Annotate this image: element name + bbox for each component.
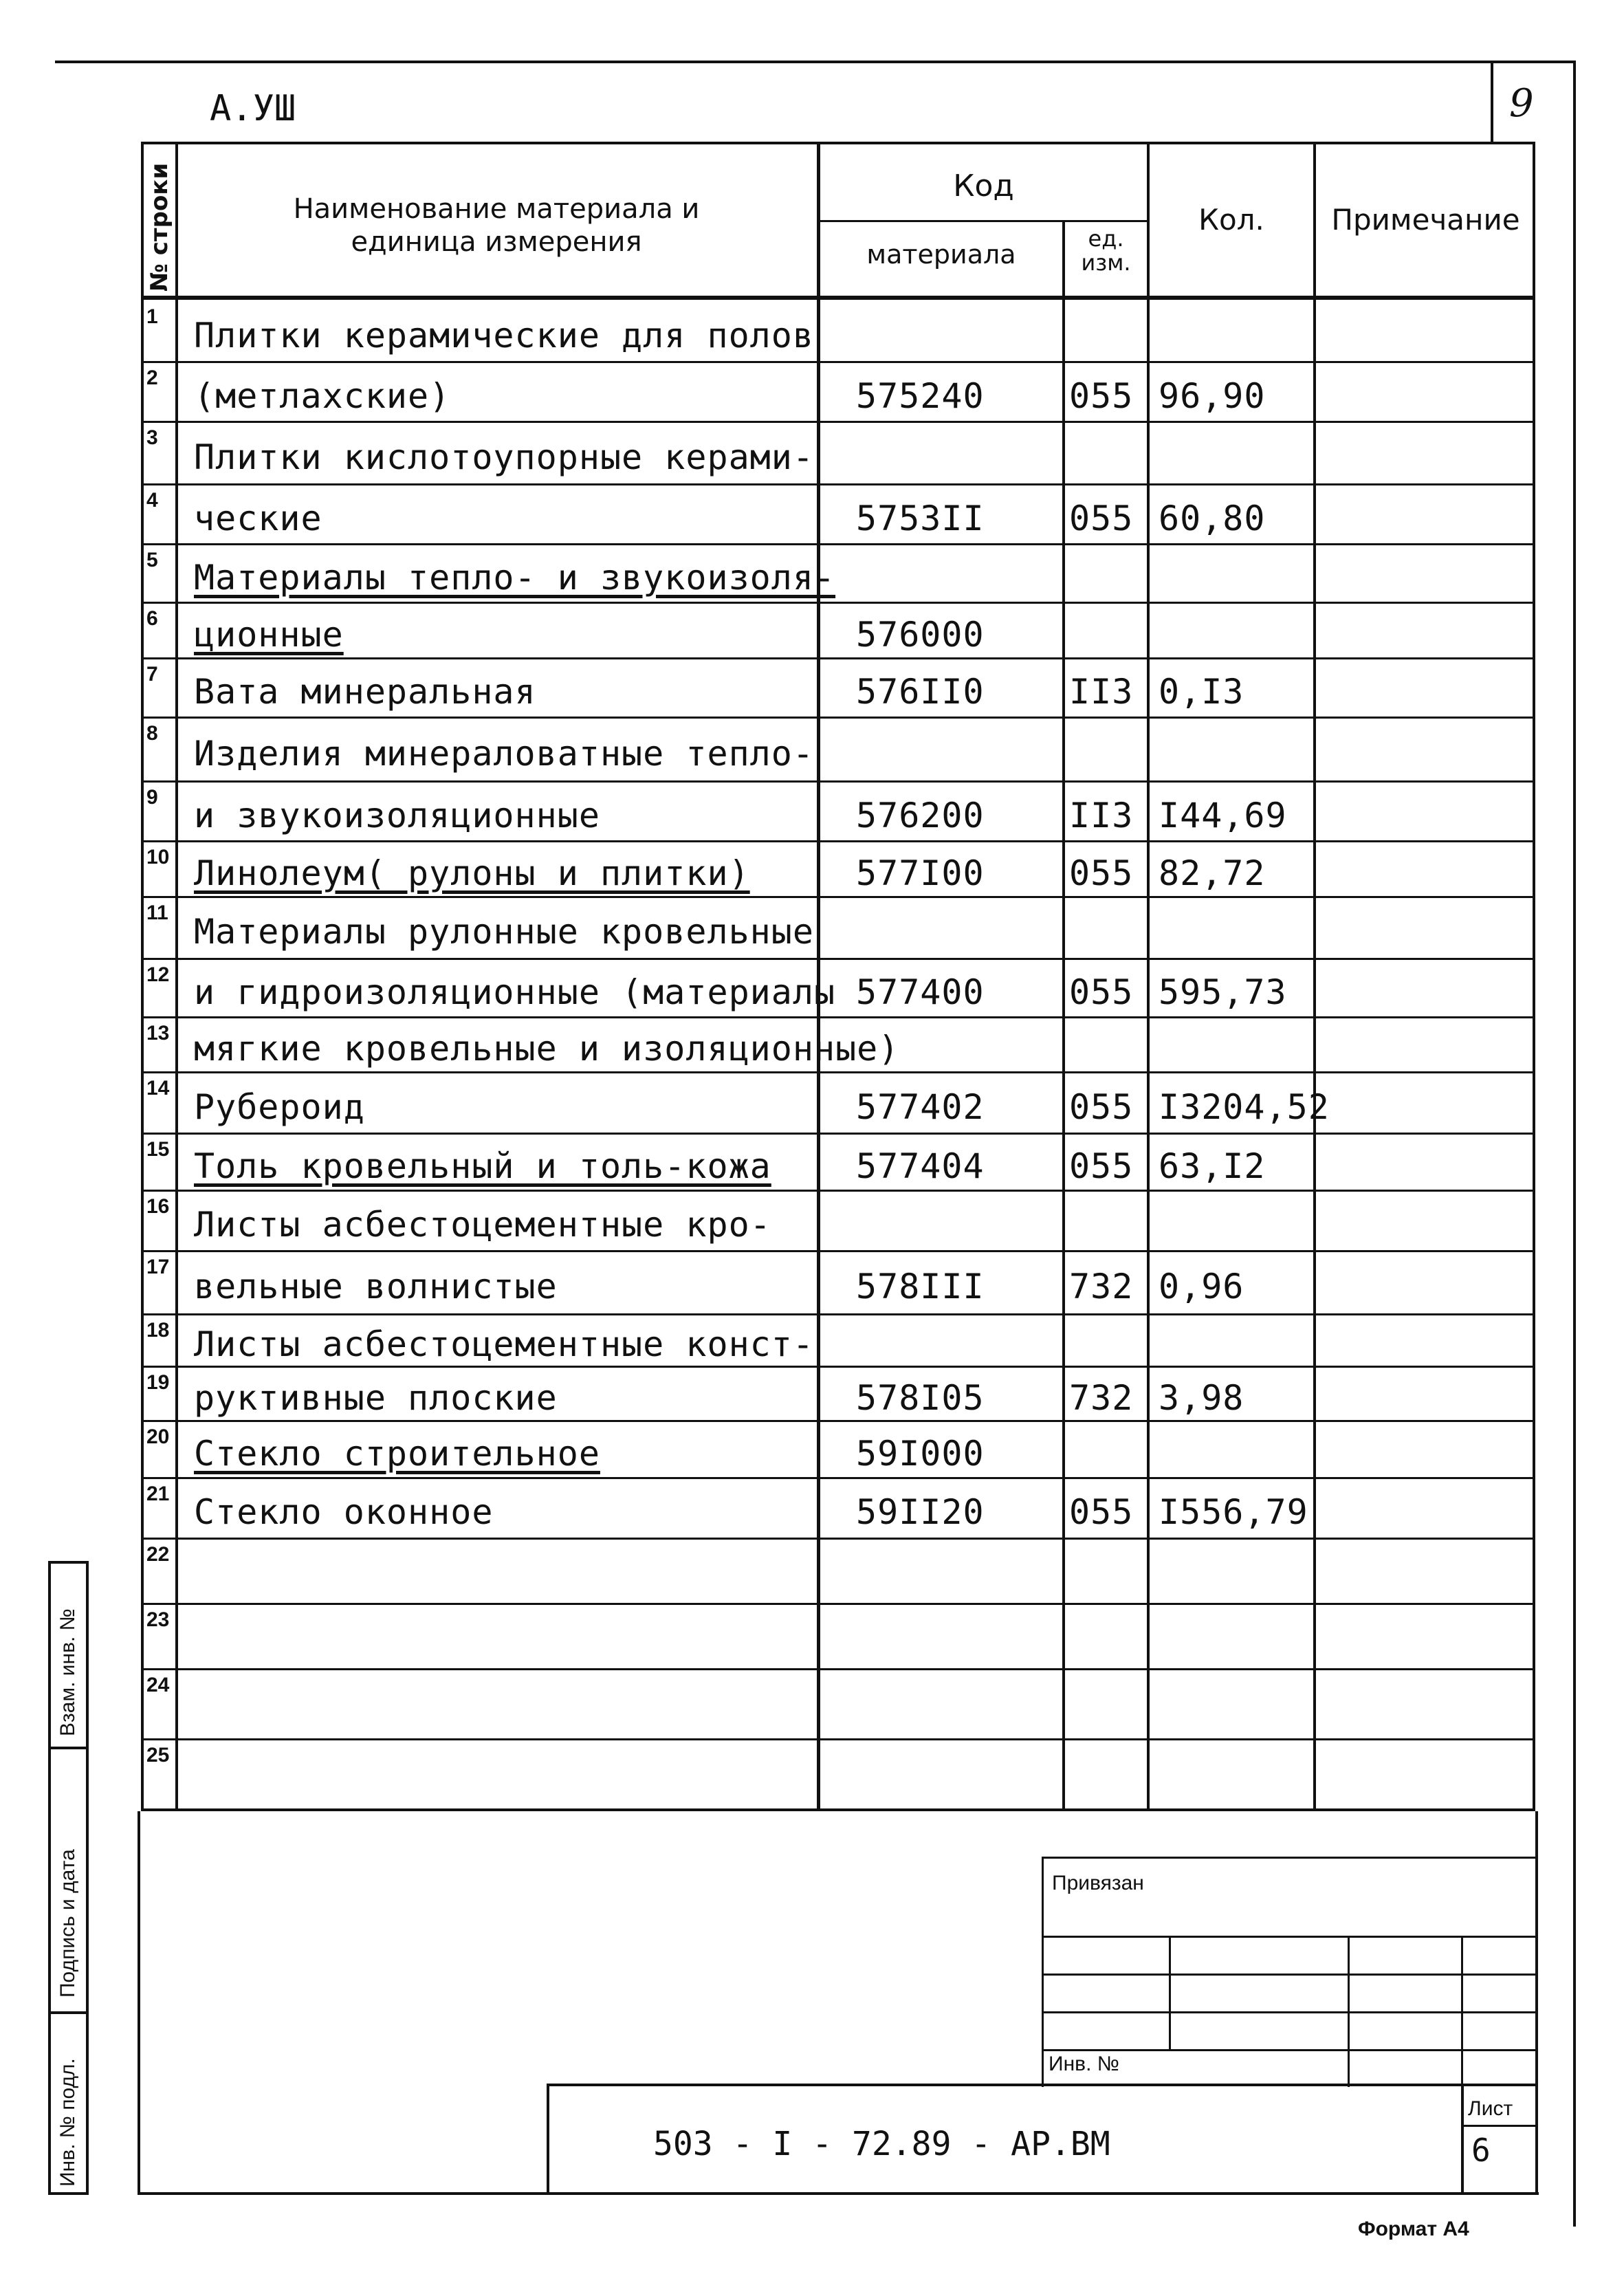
- row-number: 9: [146, 786, 158, 809]
- material-code: 575240: [856, 375, 985, 416]
- side-strip-left: [48, 1561, 51, 2194]
- material-name: Толь кровельный и толь-кожа: [194, 1146, 771, 1186]
- material-code: 5753II: [856, 498, 985, 538]
- header-code: Код: [953, 168, 1014, 204]
- row-divider: [141, 483, 1535, 485]
- header-qty: Кол.: [1198, 203, 1264, 237]
- material-name: Вата минеральная: [194, 672, 536, 712]
- material-code: 577402: [856, 1086, 985, 1127]
- quantity: 82,72: [1159, 853, 1266, 893]
- format-label: Формат А4: [1358, 2218, 1469, 2240]
- material-name: Стекло оконное: [194, 1492, 494, 1532]
- unit-code: II3: [1069, 672, 1134, 712]
- material-name: мягкие кровельные и изоляционные): [194, 1029, 900, 1069]
- row-divider: [141, 1420, 1535, 1422]
- material-name: Плитки керамические для полов: [194, 315, 814, 356]
- row-number: 10: [146, 846, 170, 868]
- quantity: 63,I2: [1159, 1146, 1266, 1186]
- unit-code: 055: [1069, 375, 1134, 416]
- stamp-sheet-divider: [1461, 2084, 1464, 2194]
- row-number: 6: [146, 607, 158, 630]
- side-strip-bottom: [48, 2192, 89, 2195]
- row-number: 23: [146, 1608, 170, 1631]
- material-name: Материалы рулонные кровельные: [194, 912, 814, 952]
- material-name: Стекло строительное: [194, 1433, 600, 1474]
- unit-code: 055: [1069, 1146, 1134, 1186]
- material-code: 577I00: [856, 853, 985, 893]
- row-divider: [141, 717, 1535, 719]
- row-divider: [141, 1133, 1535, 1135]
- row-divider: [141, 1071, 1535, 1073]
- right-border: [1573, 61, 1576, 2227]
- row-number: 12: [146, 963, 170, 986]
- side-label-inv-podl: Инв. № подл.: [56, 2058, 79, 2187]
- material-code: 576000: [856, 614, 985, 655]
- material-name: ционные: [194, 614, 344, 655]
- row-number: 22: [146, 1543, 170, 1566]
- unit-code: 055: [1069, 498, 1134, 538]
- material-name: (метлахские): [194, 375, 451, 416]
- row-divider: [141, 602, 1535, 604]
- row-number: 11: [146, 901, 168, 924]
- material-code: 59II20: [856, 1492, 985, 1532]
- row-number: 1: [146, 305, 158, 328]
- sheet-code: А.УШ: [210, 88, 296, 129]
- side-strip-div-1: [48, 1747, 89, 1749]
- row-number: 13: [146, 1022, 170, 1045]
- quantity: 96,90: [1159, 375, 1266, 416]
- row-divider: [141, 1668, 1535, 1670]
- top-border: [55, 61, 1574, 63]
- row-divider: [141, 1603, 1535, 1605]
- header-name-line-1: Наименование материала и: [293, 193, 700, 225]
- material-name: и звукоизоляционные: [194, 795, 600, 835]
- stamp-vline-3: [1461, 1936, 1463, 2087]
- row-number: 25: [146, 1744, 170, 1767]
- row-number: 14: [146, 1077, 170, 1100]
- unit-code: 732: [1069, 1377, 1134, 1418]
- row-divider: [141, 1016, 1535, 1018]
- material-code: 576II0: [856, 672, 985, 712]
- side-strip-right: [86, 1561, 89, 2194]
- row-divider: [141, 543, 1535, 545]
- stamp-vline-2: [1348, 1936, 1350, 2087]
- quantity: I3204,52: [1159, 1086, 1330, 1127]
- material-name: Плитки кислотоупорные керами-: [194, 437, 814, 477]
- row-divider: [141, 1366, 1535, 1368]
- side-label-vzam: Взам. инв. №: [56, 1608, 79, 1736]
- row-divider: [141, 840, 1535, 842]
- material-name: Листы асбестоцементные кро-: [194, 1205, 771, 1245]
- row-number: 18: [146, 1319, 170, 1342]
- row-number: 20: [146, 1425, 170, 1448]
- material-name: Рубероид: [194, 1086, 365, 1127]
- row-number: 15: [146, 1138, 170, 1161]
- unit-code: 055: [1069, 1086, 1134, 1127]
- stamp-vline-1: [1169, 1936, 1171, 2049]
- header-note: Примечание: [1331, 203, 1520, 237]
- row-number: 2: [146, 367, 158, 389]
- quantity: 0,I3: [1159, 672, 1244, 712]
- col-line-code: [1062, 220, 1065, 1811]
- row-number: 19: [146, 1371, 170, 1394]
- row-divider: [141, 896, 1535, 898]
- document-code: 503 - I - 72.89 - АР.ВМ: [653, 2125, 1110, 2163]
- table-header-divider: [141, 296, 1535, 300]
- quantity: I44,69: [1159, 795, 1287, 835]
- material-name: Линолеум( рулоны и плитки): [194, 853, 750, 893]
- unit-code: 732: [1069, 1267, 1134, 1307]
- material-code: 578I05: [856, 1377, 985, 1418]
- material-name: Листы асбестоцементные конст-: [194, 1324, 814, 1364]
- row-number: 5: [146, 549, 158, 571]
- row-divider: [141, 421, 1535, 423]
- header-code-unit: [1065, 227, 1147, 275]
- header-code-unit-line-2: изм.: [1081, 250, 1131, 276]
- col-line-rowno: [175, 142, 178, 1811]
- row-number: 24: [146, 1674, 170, 1696]
- unit-code: 055: [1069, 1492, 1134, 1532]
- stamp-sheet-label: Лист: [1468, 2097, 1513, 2120]
- material-code: 59I000: [856, 1433, 985, 1474]
- row-divider: [141, 1313, 1535, 1315]
- stamp-privyazan-label: Привязан: [1052, 1872, 1144, 1894]
- unit-code: 055: [1069, 972, 1134, 1012]
- material-code: 576200: [856, 795, 985, 835]
- header-name-line-2: единица измерения: [351, 226, 642, 258]
- frame-left: [138, 1811, 140, 2194]
- row-divider: [141, 1190, 1535, 1192]
- material-name: ческие: [194, 498, 322, 538]
- header-name: [180, 193, 813, 259]
- side-label-podpis: Подпись и дата: [56, 1849, 79, 1998]
- material-name: Изделия минераловатные тепло-: [194, 733, 814, 774]
- row-divider: [141, 1738, 1535, 1740]
- row-divider: [141, 958, 1535, 960]
- side-strip-div-2: [48, 2011, 89, 2014]
- row-divider: [141, 1538, 1535, 1540]
- quantity: 3,98: [1159, 1377, 1244, 1418]
- side-strip-top: [48, 1561, 89, 1564]
- stamp-sheet-number: 6: [1471, 2132, 1491, 2169]
- unit-code: 055: [1069, 853, 1134, 893]
- material-code: 577404: [856, 1146, 985, 1186]
- row-divider: [141, 780, 1535, 783]
- row-divider: [141, 1477, 1535, 1479]
- row-number: 4: [146, 489, 158, 512]
- quantity: 595,73: [1159, 972, 1287, 1012]
- material-name: Материалы тепло- и звукоизоля-: [194, 557, 836, 598]
- row-divider: [141, 657, 1535, 659]
- row-number: 8: [146, 722, 158, 745]
- page-number-box-left: [1491, 61, 1493, 142]
- quantity: I556,79: [1159, 1492, 1308, 1532]
- row-number: 7: [146, 663, 158, 686]
- header-code-unit-line-1: ед.: [1088, 226, 1124, 252]
- row-number: 3: [146, 426, 158, 449]
- row-divider: [141, 361, 1535, 363]
- row-number: 16: [146, 1195, 170, 1218]
- code-subheader-line: [817, 220, 1147, 222]
- stamp-inv-label: Инв. №: [1049, 2053, 1119, 2075]
- row-number: 17: [146, 1256, 170, 1278]
- col-line-unit: [1147, 142, 1150, 1811]
- material-code: 577400: [856, 972, 985, 1012]
- row-number: 21: [146, 1483, 170, 1505]
- material-name: вельные волнистые: [194, 1267, 558, 1307]
- unit-code: II3: [1069, 795, 1134, 835]
- stamp-sheet-line: [1461, 2125, 1537, 2127]
- material-name: и гидроизоляционные (материалы: [194, 972, 836, 1012]
- col-line-qty: [1313, 142, 1316, 1811]
- quantity: 0,96: [1159, 1267, 1244, 1307]
- material-name: руктивные плоские: [194, 1377, 558, 1418]
- header-row-no: № строки: [146, 162, 173, 292]
- page-number: 9: [1509, 81, 1534, 126]
- row-divider: [141, 1250, 1535, 1252]
- quantity: 60,80: [1159, 498, 1266, 538]
- header-code-material: материала: [866, 239, 1016, 270]
- material-code: 578III: [856, 1267, 985, 1307]
